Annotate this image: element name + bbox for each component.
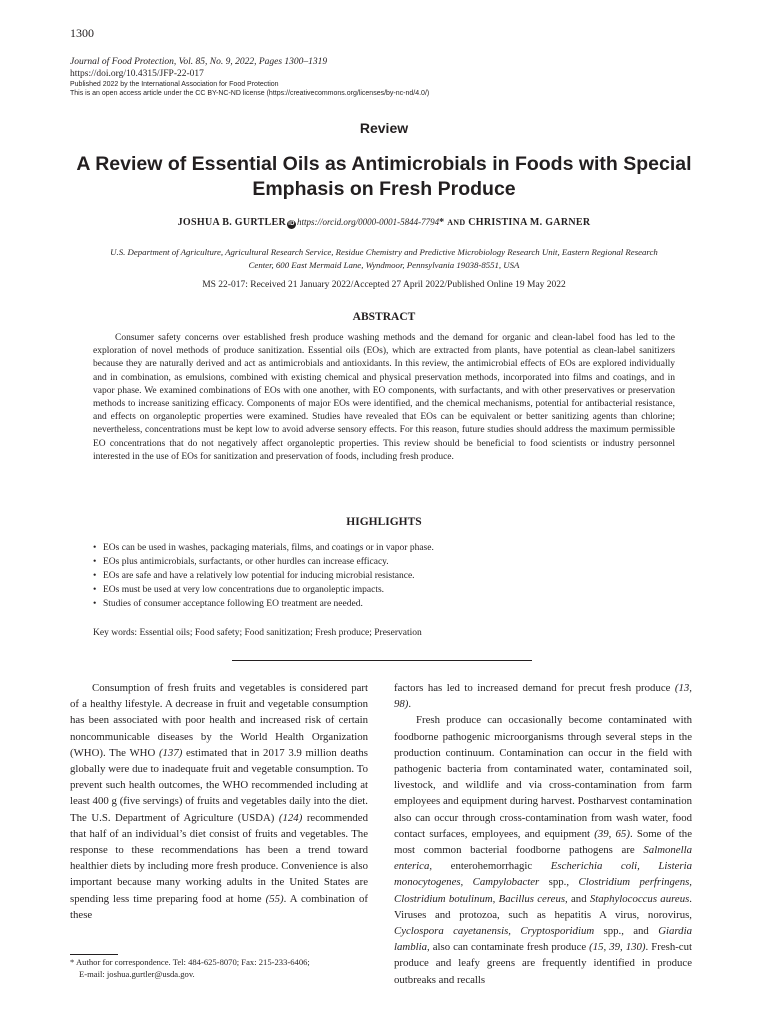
journal-citation: Journal of Food Protection, Vol. 85, No. 9, 2022, Pages 1300–1319 <box>70 57 328 67</box>
highlight-item: • EOs plus antimicrobials, surfactants, or other hurdles can increase efficacy. <box>93 555 653 569</box>
species-name: Staphylococcus aureus <box>589 892 690 905</box>
affiliation <box>70 246 698 271</box>
keywords: Key words: Essential oils; Food safety; Food sanitization; Fresh produce; Preservation <box>93 628 422 638</box>
citation-ref[interactable]: (13, 98) <box>394 682 692 711</box>
license-notice: This is an open access article under the CC BY-NC-ND license (https://creativecommons.org/licenses/by-nc-nd/4.0/) <box>70 90 430 97</box>
doi-link[interactable]: https://doi.org/10.4315/JFP-22-017 <box>70 69 204 79</box>
publisher-notice: Published 2022 by the International Association for Food Protection <box>70 81 279 88</box>
citation-ref[interactable]: (55) <box>265 892 284 905</box>
body-column-right <box>394 680 692 988</box>
title-line-2: Emphasis on Fresh Produce <box>252 178 516 200</box>
citation-ref[interactable]: (39, 65) <box>594 827 630 840</box>
highlight-item: • Studies of consumer acceptance following EO treatment are needed. <box>93 597 653 611</box>
corresponding-mark: * <box>439 217 445 228</box>
body-paragraph: factors has led to increased demand for precut fresh produce (13, 98). <box>394 682 692 711</box>
title-line-1: A Review of Essential Oils as Antimicrobials in Foods with Special <box>76 153 692 175</box>
manuscript-info: MS 22-017: Received 21 January 2022/Accepted 27 April 2022/Published Online 19 May 2022 <box>202 280 566 290</box>
author-2: CHRISTINA M. GARNER <box>468 217 591 228</box>
species-name: Cyclospora cayetanensis, Cryptosporidium <box>394 925 595 938</box>
and-word: AND <box>447 218 466 227</box>
body-paragraph: Consumption of fresh fruits and vegetables is considered part of a healthy lifestyle. A decrease in fruit and vegetable consumption has been associated with poor health and increased risk of certain noncommunicable diseases by the World Health Organization (WHO). The WHO (137) estimated that in 2017 3.9 million deaths globally were due to inadequate fruit and vegetable consumption. To prevent such health outcomes, the WHO recommended including at least 400 g (five servings) of fruits and vegetables daily into the diet. The U.S. Department of Agriculture (USDA) (124) recommended that half of an individual’s diet consist of fruits and vegetables. The response to these recommendations has been a trend toward healthier diets by including more fresh produce. Convenience is also important because many working adults in the United States are spending less time preparing food at home (55). A combination of these <box>70 682 368 921</box>
author-list <box>0 217 768 229</box>
author-1: JOSHUA B. GURTLER <box>177 217 287 228</box>
orcid-icon[interactable]: iD <box>288 221 295 227</box>
affiliation-line-1: U.S. Department of Agriculture, Agricultural Research Service, Residue Chemistry and Predictive Microbiology Research Unit, Eastern Regional Research <box>110 247 658 257</box>
author-1-orcid-link[interactable]: https://orcid.org/0000-0001-5844-7794 <box>297 217 440 227</box>
footnote-rule <box>70 954 118 955</box>
page-number: 1300 <box>70 26 94 40</box>
abstract-heading: ABSTRACT <box>352 311 416 323</box>
affiliation-line-2: Center, 600 East Mermaid Lane, Wyndmoor, Pennsylvania 19038-8551, USA <box>248 259 520 270</box>
highlight-item: • EOs are safe and have a relatively low potential for inducing microbial resistance. <box>93 569 653 583</box>
abstract-text: Consumer safety concerns over established fresh produce washing methods and the demand for organic and clean-label food has led to the exploration of novel methods of produce sanitization. Essential oils (EOs), which are extracted from plants, have potential as clean-label sanitizers because they are naturally derived and act as antimicrobials and antioxidants. In this review, the antimicrobial effects of EOs are explored individually and in combination, as emulsions, combined with existing chemical and physical preservation methods, incorporated into films and coatings, and in vapor phase. We examined combinations of EOs with one another, with EO components, with surfactants, and with other preservatives or preservation methods to increase sanitizing efficacy. Components of major EOs were identified, and the chemical mechanisms, potential for antibacterial resistance, and effects on organoleptic properties were examined. Studies have revealed that EOs can be equivalent or better sanitizing agents than chlorine; nevertheless, concentrations must be kept low to avoid adverse sensory effects. For this reason, future studies should address the maximum permissible EO concentrations that do not negatively affect organoleptic properties. This review should be beneficial to food scientists or industry personnel interested in the use of EOs for sanitization and preservation of foods, including fresh produce. <box>93 333 675 462</box>
citation-ref[interactable]: (124) <box>278 811 303 824</box>
species-name: Clostridium perfringens, Clostridium botulinum, Bacillus cereus, <box>394 876 693 905</box>
species-name: Giardia lamblia, <box>394 925 692 954</box>
highlight-item: • EOs must be used at very low concentrations due to organoleptic impacts. <box>93 583 653 597</box>
footnote-line-2: E-mail: joshua.gurtler@usda.gov. <box>79 969 195 979</box>
species-name: Salmonella enterica, <box>394 844 692 873</box>
body-column-left <box>70 680 368 923</box>
footnote-line-1: * Author for correspondence. Tel: 484-625-8070; Fax: 215-233-6406; <box>70 957 310 967</box>
citation-ref[interactable]: (137) <box>158 746 183 759</box>
highlights-heading: HIGHLIGHTS <box>346 516 422 528</box>
citation-ref[interactable]: (15, 39, 130) <box>589 941 646 954</box>
article-title <box>60 152 708 202</box>
section-divider <box>232 660 532 661</box>
body-paragraph: Fresh produce can occasionally become contaminated with foodborne pathogenic microorganisms through several steps in the production continuum. Contamination can occur in the field with pathogenic bacteria from contaminated water, contaminated soil, livestock, and wildlife and via cross-contamination from farm employees and equipment during harvest. Postharvest contamination also can occur through cross-contamination from wash water, food contact surfaces, employees, and equipment (39, 65). Some of the most common bacterial foodborne pathogens are Salmonella enterica, enterohemorrhagic Escherichia coli, Listeria monocytogenes, Campylobacter spp., Clostridium perfringens, Clostridium botulinum, Bacillus cereus, and Staphylococcus aureus. Viruses and protozoa, such as hepatitis A virus, norovirus, Cyclospora cayetanensis, Cryptosporidium spp., and Giardia lamblia, also can contaminate fresh produce (15, 39, 130). Fresh-cut produce and leafy greens are frequently identified in produce outbreaks and recalls <box>394 714 693 986</box>
footnote <box>70 956 370 980</box>
highlight-item: • EOs can be used in washes, packaging materials, films, and coatings or in vapor phase. <box>93 541 653 555</box>
highlights-list <box>93 541 653 611</box>
section-type: Review <box>359 120 409 136</box>
species-name: Escherichia coli, Listeria monocytogenes, Campylobacter <box>394 860 692 889</box>
